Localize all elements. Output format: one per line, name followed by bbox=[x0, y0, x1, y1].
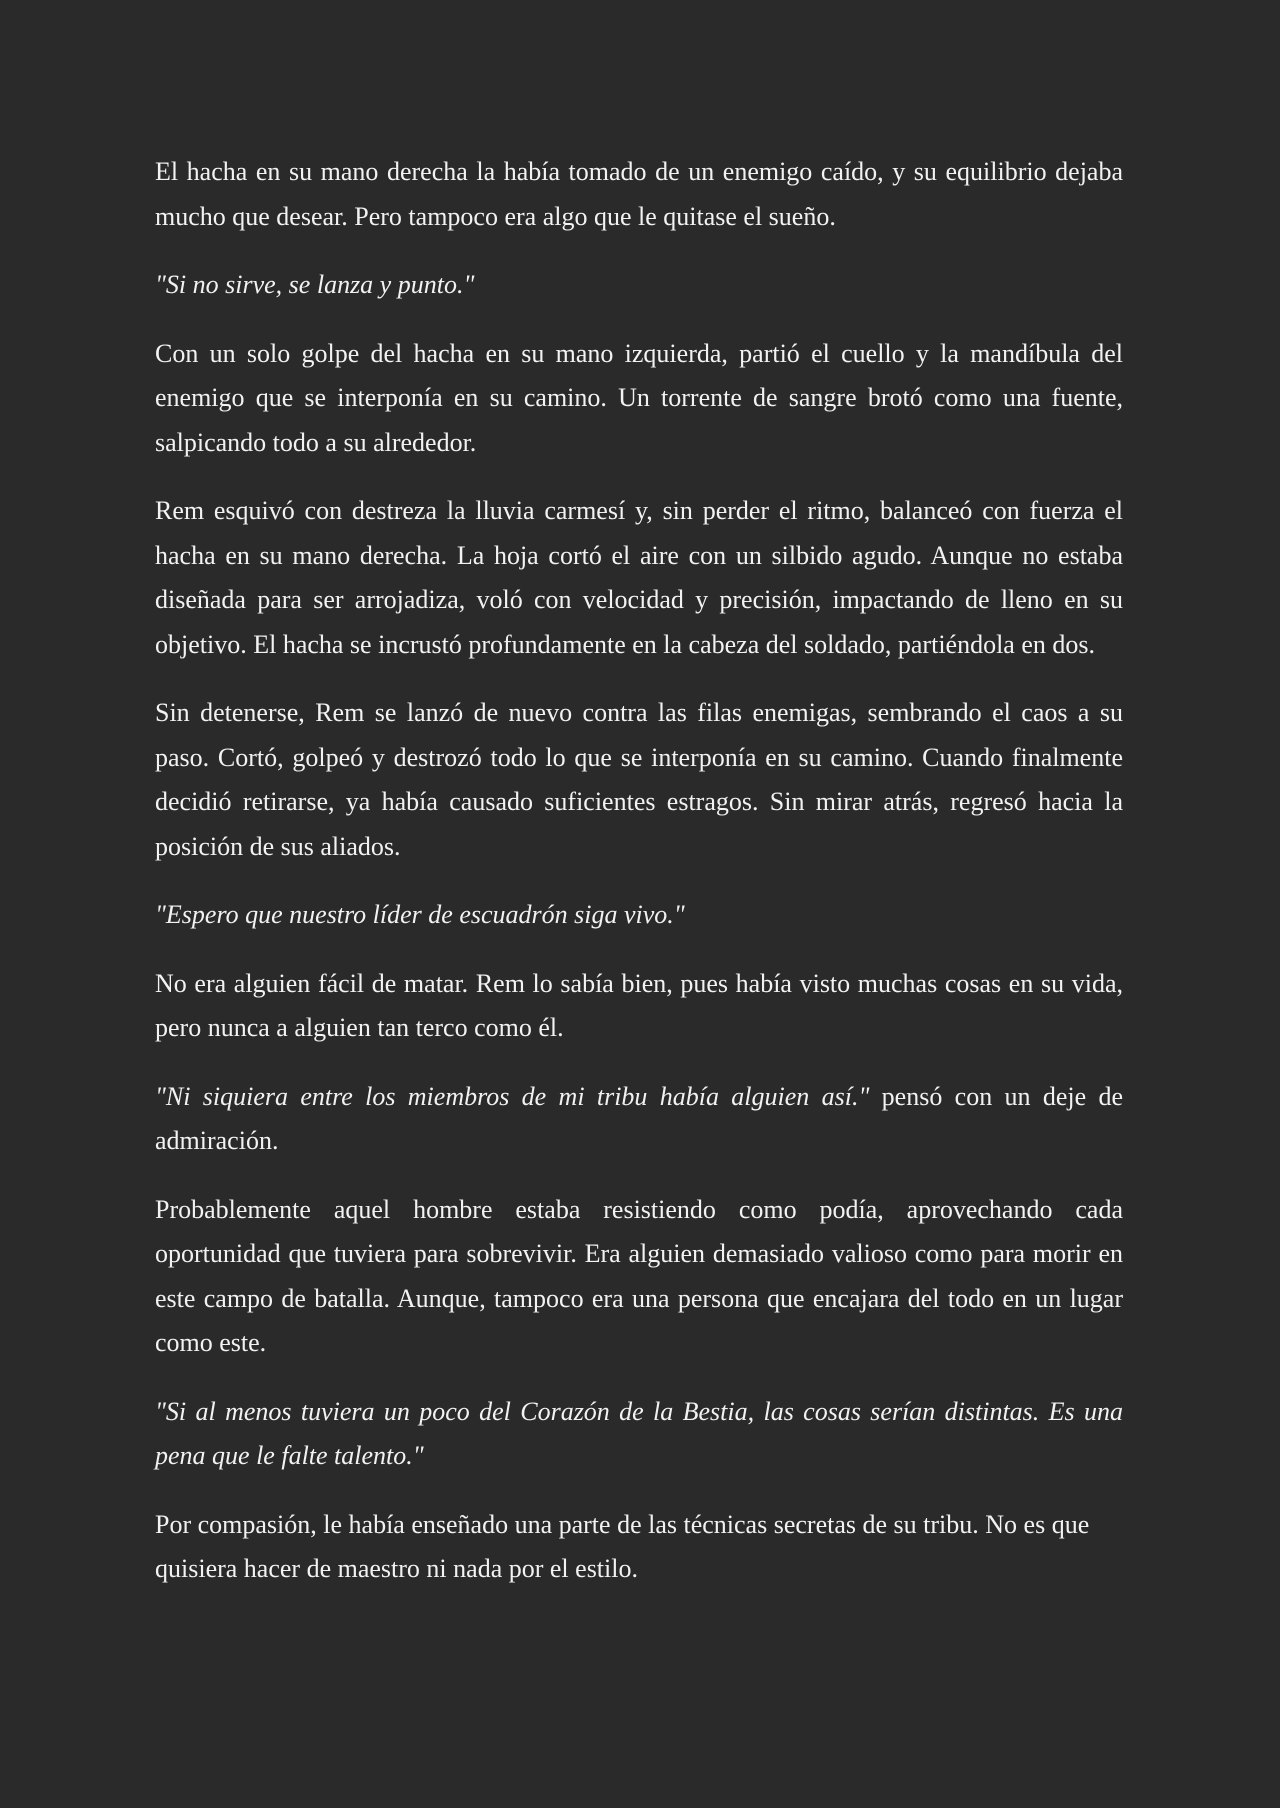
paragraph-3: Rem esquivó con destreza la lluvia carmesí y, sin perder el ritmo, balanceó con fuerza el hacha en su mano derecha. La hoja cortó el aire con un silbido agudo. Aunque no estaba diseñada para ser arrojadiza, voló con velocidad y precisión, impactando de lleno en su objetivo. El hacha se incrustó profundamente en la cabeza del soldado, partiéndola en dos. bbox=[155, 496, 1123, 659]
paragraph-8: Por compasión, le había enseñado una parte de las técnicas secretas de su tribu. No es que quisiera hacer de maestro ni nada por el estilo. bbox=[155, 1509, 1090, 1583]
thought-3: "Si al menos tuviera un poco del Corazón de la Bestia, las cosas serían distintas. Es una pena que le falte talento." bbox=[155, 1396, 1123, 1470]
document-page bbox=[155, 150, 1123, 1616]
inline-narration: pensó con un deje de admiración. bbox=[155, 1081, 1123, 1155]
paragraph-2: Con un solo golpe del hacha en su mano izquierda, partió el cuello y la mandíbula del enemigo que se interponía en su camino. Un torrente de sangre brotó como una fuente, salpicando todo a su alrededor. bbox=[155, 338, 1123, 457]
thought-2: "Espero que nuestro líder de escuadrón siga vivo." bbox=[155, 900, 685, 929]
inline-thought: "Ni siquiera entre los miembros de mi tribu había alguien así." bbox=[155, 1081, 870, 1111]
paragraph-6 bbox=[155, 1075, 1123, 1164]
thought-1: "Si no sirve, se lanza y punto." bbox=[155, 270, 475, 299]
paragraph-7: Probablemente aquel hombre estaba resistiendo como podía, aprovechando cada oportunidad que tuviera para sobrevivir. Era alguien demasiado valioso como para morir en este campo de batalla. Aunque, tampoco era una persona que encajara del todo en un lugar como este. bbox=[155, 1194, 1123, 1357]
paragraph-1: El hacha en su mano derecha la había tomado de un enemigo caído, y su equilibrio dejaba mucho que desear. Pero tampoco era algo que le quitase el sueño. bbox=[155, 157, 1123, 231]
paragraph-5: No era alguien fácil de matar. Rem lo sabía bien, pues había visto muchas cosas en su vida, pero nunca a alguien tan terco como él. bbox=[155, 968, 1123, 1042]
paragraph-4: Sin detenerse, Rem se lanzó de nuevo contra las filas enemigas, sembrando el caos a su paso. Cortó, golpeó y destrozó todo lo que se interponía en su camino. Cuando finalmente decidió retirarse, ya había causado suficientes estragos. Sin mirar atrás, regresó hacia la posición de sus aliados. bbox=[155, 698, 1123, 861]
